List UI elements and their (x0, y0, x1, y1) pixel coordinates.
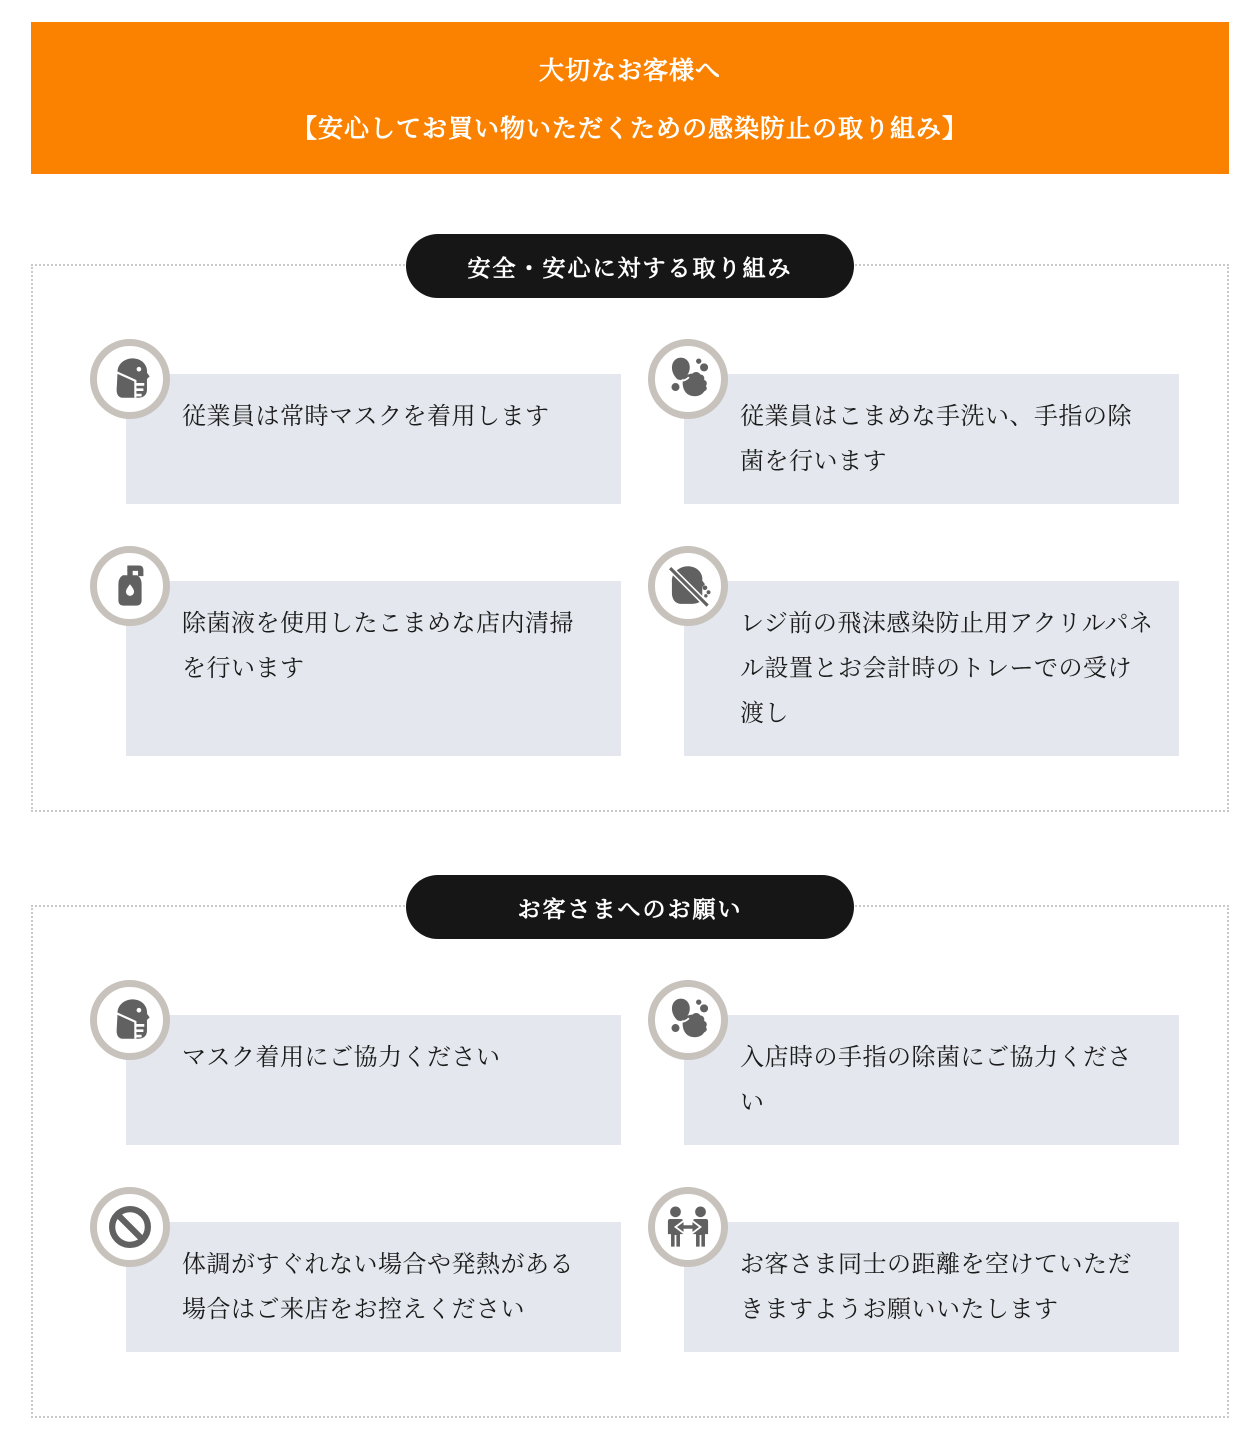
section-customer-requests (31, 895, 1229, 1418)
item-text: レジ前の飛沫感染防止用アクリルパネル設置とお会計時のトレーでの受け渡し (684, 581, 1179, 756)
banner (31, 22, 1229, 174)
list-item (90, 980, 621, 1145)
list-item (648, 980, 1179, 1145)
list-item (90, 339, 621, 504)
list-item (90, 546, 621, 756)
hand-wash-icon (648, 980, 728, 1060)
item-text: お客さま同士の距離を空けていただきますようお願いいたします (684, 1222, 1179, 1352)
list-item (90, 1187, 621, 1352)
section-safety-measures (31, 254, 1229, 812)
item-text: 体調がすぐれない場合や発熱がある場合はご来店をお控えください (126, 1222, 621, 1352)
hand-wash-icon (648, 339, 728, 419)
item-text: 従業員は常時マスクを着用します (126, 374, 621, 504)
list-item (648, 339, 1179, 504)
list-item (648, 546, 1179, 756)
no-entry-icon (90, 1187, 170, 1267)
item-text: 従業員はこまめな手洗い、手指の除菌を行います (684, 374, 1179, 504)
section-title-pill: 安全・安心に対する取り組み (406, 234, 854, 298)
banner-line2: 【安心してお買い物いただくための感染防止の取り組み】 (291, 115, 968, 143)
mask-face-icon (90, 339, 170, 419)
item-text: 入店時の手指の除菌にご協力ください (684, 1015, 1179, 1145)
mask-face-icon (90, 980, 170, 1060)
banner-line1: 大切なお客様へ (538, 57, 721, 85)
list-item (648, 1187, 1179, 1352)
droplet-block-icon (648, 546, 728, 626)
item-text: 除菌液を使用したこまめな店内清掃を行います (126, 581, 621, 756)
section-title-pill: お客さまへのお願い (406, 875, 854, 939)
item-text: マスク着用にご協力ください (126, 1015, 621, 1145)
section-grid (33, 907, 1227, 1352)
section-grid (33, 266, 1227, 756)
spray-bottle-icon (90, 546, 170, 626)
social-distance-icon (648, 1187, 728, 1267)
